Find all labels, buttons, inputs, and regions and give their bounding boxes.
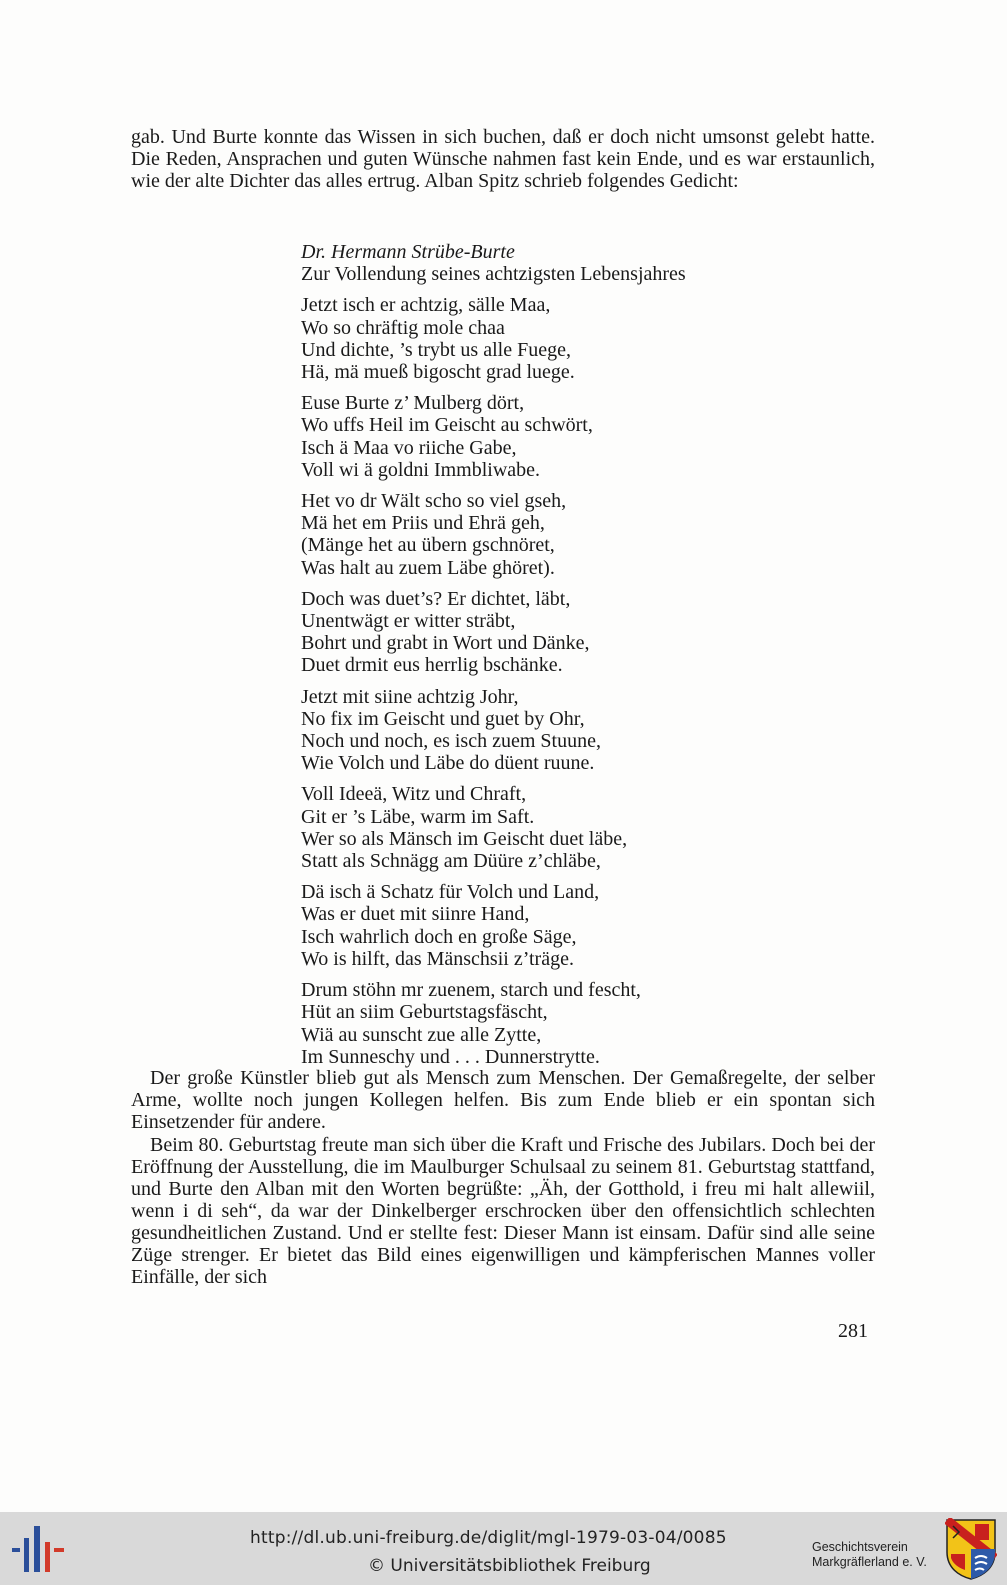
poem-line: Wo so chräftig mole chaa bbox=[301, 316, 505, 339]
footer-copyright: © Universitätsbibliothek Freiburg bbox=[368, 1556, 651, 1576]
poem-stanza bbox=[301, 392, 761, 481]
poem-stanza bbox=[301, 979, 761, 1068]
poem-line: Voll wi ä goldni Immbliwabe. bbox=[301, 458, 541, 481]
footer-bar bbox=[0, 1512, 1007, 1585]
poem-line: Isch wahrlich doch en große Säge, bbox=[301, 925, 577, 948]
poem bbox=[301, 241, 761, 1077]
page-number: 281 bbox=[838, 1320, 868, 1342]
poem-line: Und dichte, ’s trybt us alle Fuege, bbox=[301, 338, 571, 361]
poem-line: Drum stöhn mr zuenem, starch und fescht, bbox=[301, 979, 641, 1002]
library-logo-icon bbox=[10, 1524, 68, 1574]
poem-line: Noch und noch, es isch zuem Stuune, bbox=[301, 730, 601, 753]
poem-line: Wie Volch und Läbe do düent ruune. bbox=[301, 752, 595, 775]
poem-line: Git er ’s Läbe, warm im Saft. bbox=[301, 805, 535, 828]
poem-stanza bbox=[301, 686, 761, 775]
poem-line: Wiä au sunscht zue alle Zytte, bbox=[301, 1023, 542, 1046]
poem-line: Unentwägt er witter sträbt, bbox=[301, 610, 516, 633]
poem-line: (Mänge het au übern gschnöret, bbox=[301, 534, 555, 557]
poem-line: Duet drmit eus herrlig bschänke. bbox=[301, 654, 563, 677]
poem-line: Statt als Schnägg am Düüre z’chläbe, bbox=[301, 850, 601, 873]
body-paragraph: Beim 80. Geburtstag freute man sich über die Kraft und Frische des Jubilars. Doch bei der Eröffnung der Ausstellung, die im Maulburger Schulsaal zu seinem 81. Geburtstag stattfand, und Burte den Alban mit den Worten begrüßte: „Äh, der Gotthold, i freu mi halt allewiil, wenn i di seh“, da war der Dinkelberger erschrocken über den offensichtlich schlechten gesundheitlichen Zustand. Und er stellte fest: Dieser Mann ist einsam. Dafür sind alle seine Züge strenger. Er bietet das Bild eines eigenwilligen und kämpferischen Mannes voller Einfälle, der sich bbox=[131, 1134, 876, 1288]
poem-line: Voll Ideeä, Witz und Chraft, bbox=[301, 783, 527, 806]
footer-url-link[interactable]: http://dl.ub.uni-freiburg.de/diglit/mgl-1979-03-04/0085 bbox=[250, 1528, 727, 1548]
poem-line: Bohrt und grabt in Wort und Dänke, bbox=[301, 632, 590, 655]
body-paragraph: Der große Künstler blieb gut als Mensch zum Menschen. Der Gemaßregelte, der selber Arme, wollte noch jungen Kollegen helfen. Bis zum Ende blieb er ein spontan sich Einsetzender für andere. bbox=[131, 1067, 876, 1133]
poem-subtitle: Zur Vollendung seines achtzigsten Lebensjahres bbox=[301, 263, 686, 286]
poem-stanza bbox=[301, 881, 761, 970]
poem-line: Mä het em Priis und Ehrä geh, bbox=[301, 512, 545, 535]
poem-stanza bbox=[301, 783, 761, 872]
coat-of-arms-icon bbox=[945, 1518, 997, 1580]
poem-line: Isch ä Maa vo riiche Gabe, bbox=[301, 436, 517, 459]
poem-stanza bbox=[301, 588, 761, 677]
poem-stanza bbox=[301, 294, 761, 383]
poem-line: No fix im Geischt und guet by Ohr, bbox=[301, 707, 585, 730]
poem-line: Was er duet mit siinre Hand, bbox=[301, 903, 530, 926]
poem-line: Doch was duet’s? Er dichtet, läbt, bbox=[301, 587, 571, 610]
poem-line: Wo is hilft, das Mänschsii z’träge. bbox=[301, 947, 574, 970]
intro-paragraph: gab. Und Burte konnte das Wissen in sich buchen, daß er doch nicht umsonst gelebt hatte. Die Reden, Ansprachen und guten Wünsche nahmen fast kein Ende, und es war erstaunlich, wie der alte Dichter das alles ertrug. Alban Spitz schrieb folgendes Gedicht: bbox=[131, 126, 876, 192]
poem-author: Dr. Hermann Strübe-Burte bbox=[301, 241, 515, 263]
poem-line: Dä isch ä Schatz für Volch und Land, bbox=[301, 881, 600, 904]
society-name: Geschichtsverein Markgräflerland e. V. bbox=[812, 1540, 927, 1569]
poem-line: Im Sunneschy und . . . Dunnerstrytte. bbox=[301, 1045, 600, 1068]
poem-line: Wo uffs Heil im Geischt au schwört, bbox=[301, 414, 593, 437]
poem-line: Het vo dr Wält scho so viel gseh, bbox=[301, 490, 567, 513]
poem-line: Jetzt isch er achtzig, sälle Maa, bbox=[301, 294, 551, 317]
poem-line: Jetzt mit siine achtzig Johr, bbox=[301, 685, 519, 708]
poem-line: Was halt au zuem Läbe ghöret). bbox=[301, 556, 555, 579]
poem-line: Wer so als Mänsch im Geischt duet läbe, bbox=[301, 827, 628, 850]
poem-line: Euse Burte z’ Mulberg dört, bbox=[301, 392, 525, 415]
poem-line: Hä, mä mueß bigoscht grad luege. bbox=[301, 361, 575, 384]
poem-line: Hüt an siim Geburtstagsfäscht, bbox=[301, 1001, 548, 1024]
poem-stanza bbox=[301, 490, 761, 579]
